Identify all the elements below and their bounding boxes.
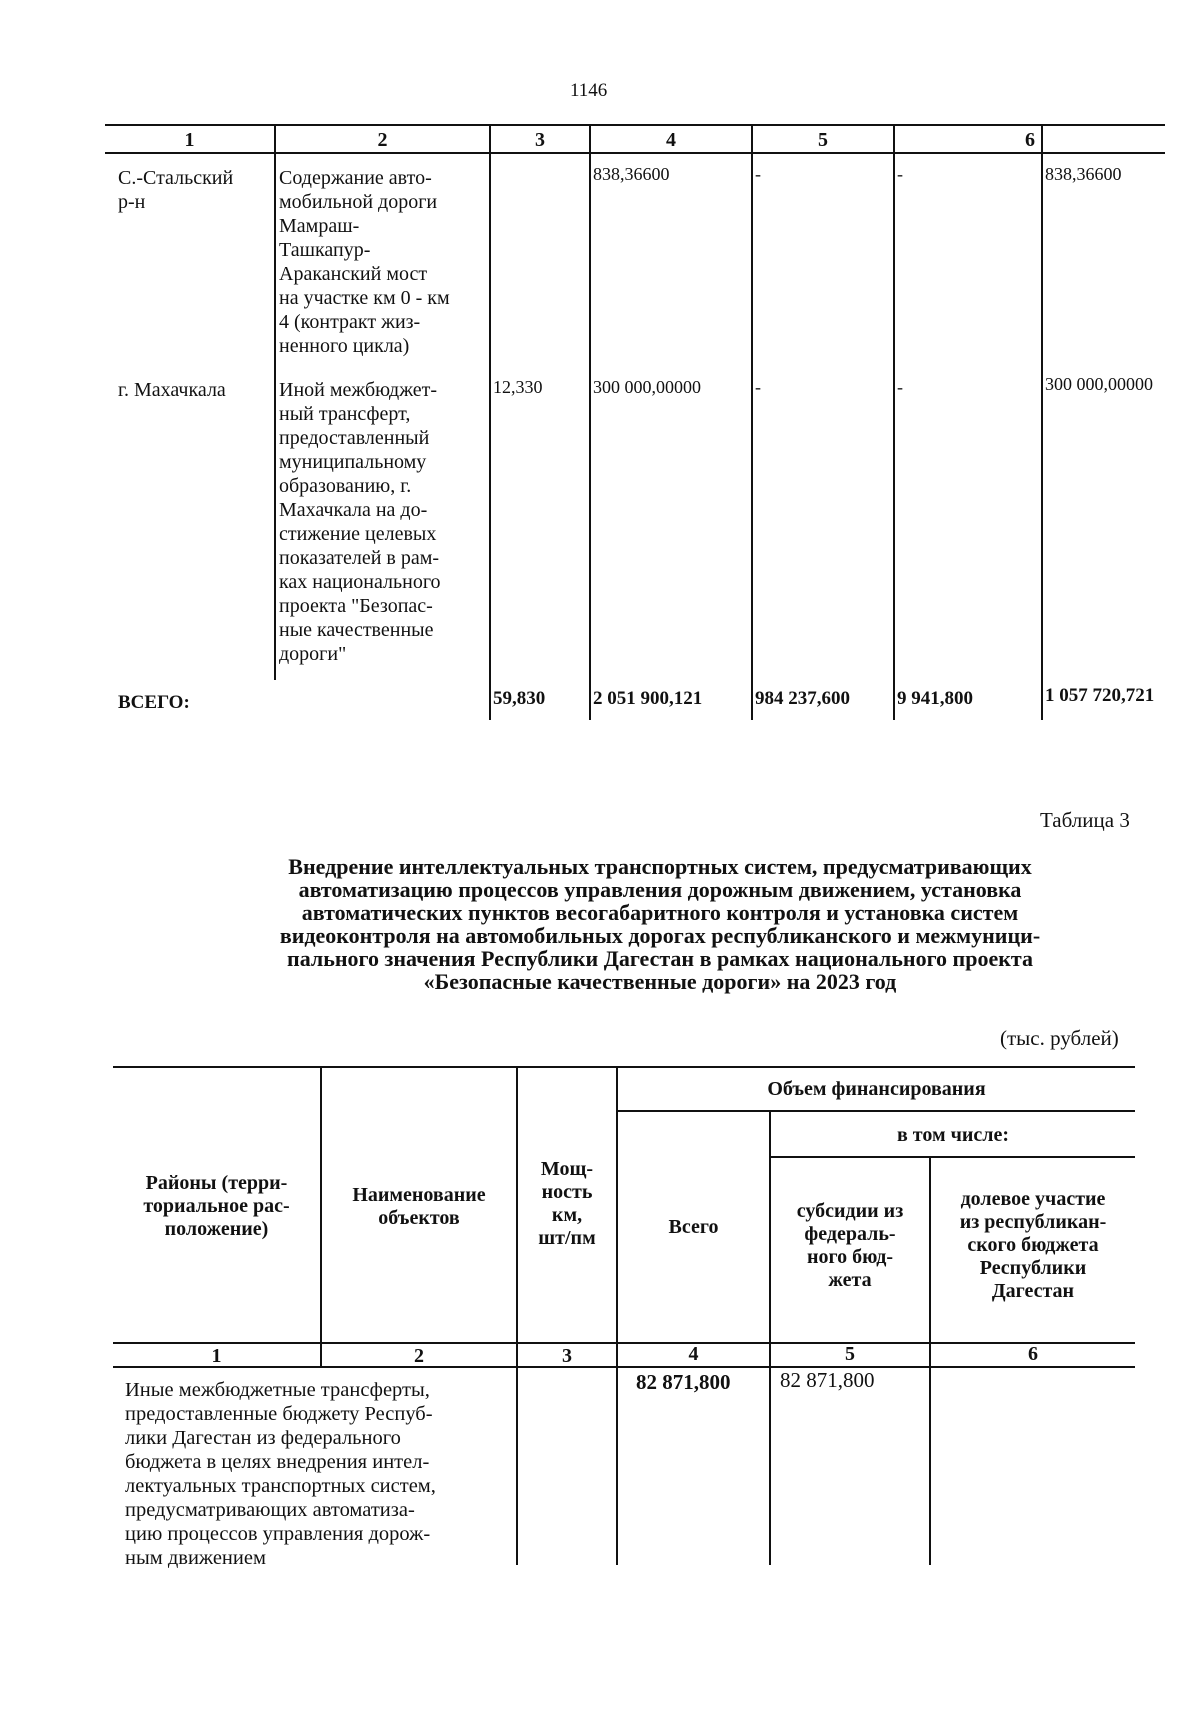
table1-colnum: 5	[818, 129, 828, 151]
table3-title: Внедрение интеллектуальных транспортных систем, предусматривающих автоматизацию процессов управления дорожным движением, установка автоматических пунктов весогабаритного контроля и установка систем видеоконтроля на автомобильных дорогах республиканского и межмуници- пального значения Республики Дагестан в рамках национального проекта «Безопасные качественные дороги» на 2023 год	[279, 854, 1041, 994]
table1-row-total: 838,36600	[593, 164, 670, 184]
table3-including-line	[769, 1156, 1135, 1158]
page-number: 1146	[570, 80, 608, 101]
table1-row-federal: -	[755, 377, 761, 397]
table1-row-district: С.-Стальский р-н	[118, 167, 234, 213]
table1-total-federal: 984 237,600	[755, 688, 850, 709]
table1-header-line	[105, 152, 1165, 154]
table1-row-name: Содержание авто- мобильной дороги Мамраш- Ташкапур- Араканский мост на участке км 0 - км 4 (контракт жиз- ненного цикла)	[279, 167, 450, 357]
table1-total-label: ВСЕГО:	[118, 692, 190, 713]
table1-row-capacity: 12,330	[493, 377, 543, 397]
table3-row-name: Иные межбюджетные трансферты, предоставленные бюджету Респуб- лики Дагестан из федерального бюджета в целях внедрения интел- лектуальных транспортных систем, предусматривающих автоматиза- цию процессов управления дорож- ным движением	[125, 1379, 436, 1569]
table3-colnum: 5	[845, 1343, 855, 1365]
table1-total-other: 9 941,800	[897, 688, 973, 709]
table1-colnum: 1	[184, 129, 195, 151]
table3-header-including: в том числе:	[896, 1124, 1010, 1146]
table3-header-name: Наименование объектов	[352, 1184, 486, 1229]
table1-total-regional: 1 057 720,721	[1045, 685, 1155, 706]
table3-row-federal: 82 871,800	[780, 1368, 875, 1392]
table3-header-capacity: Мощ- ность км, шт/пм	[538, 1158, 596, 1249]
table3-colnum: 3	[562, 1345, 572, 1367]
table3-colnum: 4	[688, 1343, 699, 1365]
table1-colnum: 3	[535, 129, 545, 151]
table3-colnum: 1	[211, 1345, 222, 1367]
table3-header-funding: Объем финансирования	[767, 1078, 986, 1100]
table1-row-regional: 838,36600	[1045, 164, 1122, 184]
table3-top-line	[113, 1066, 1135, 1068]
table1-col-divider	[893, 124, 895, 720]
table3-col-divider	[769, 1110, 771, 1565]
table3-header-federal: субсидии из федераль- ного бюд- жета	[796, 1200, 904, 1291]
table3-funding-line	[616, 1110, 1135, 1112]
table1-row-other: -	[897, 377, 903, 397]
table1-top-line	[105, 124, 1165, 126]
table3-colnum: 2	[414, 1345, 424, 1367]
table1-col-divider	[489, 124, 491, 720]
table1-colnum: 4	[666, 129, 676, 151]
table1-colnum: 2	[377, 129, 388, 151]
table3-col-divider	[616, 1066, 618, 1565]
table1-row-name: Иной межбюджет- ный трансферт, предоставленный муниципальному образованию, г. Махачкала на до- стижение целевых показателей в рам- ках национального проекта "Безопас- ные качественные дороги"	[279, 379, 441, 665]
table1-row-total: 300 000,00000	[593, 377, 701, 397]
table1-row-regional: 300 000,00000	[1045, 374, 1153, 394]
table-label: Таблица 3	[1040, 808, 1130, 832]
table1-col-divider	[751, 124, 753, 720]
table3-header-total: Всего	[668, 1216, 719, 1238]
table1-row-district: г. Махачкала	[118, 379, 226, 401]
table1-col-divider	[274, 124, 276, 680]
table1-col-divider	[1041, 124, 1043, 720]
table3-row-total: 82 871,800	[636, 1370, 731, 1394]
table1-total-sum: 2 051 900,121	[593, 688, 703, 709]
table1-colnum: 6	[1025, 129, 1035, 151]
units-label: (тыс. рублей)	[1000, 1026, 1119, 1050]
table3-col-divider	[516, 1066, 518, 1565]
table3-header-district: Районы (терри- ториальное рас- положение)	[143, 1172, 290, 1240]
table1-row-federal: -	[755, 164, 761, 184]
table1-row-other: -	[897, 164, 903, 184]
table1-total-capacity: 59,830	[493, 688, 546, 709]
table3-colnum: 6	[1028, 1343, 1038, 1365]
table3-header-regional: долевое участие из республикан- ского бюджета Республики Дагестан	[959, 1188, 1107, 1302]
table1-col-divider	[589, 124, 591, 720]
